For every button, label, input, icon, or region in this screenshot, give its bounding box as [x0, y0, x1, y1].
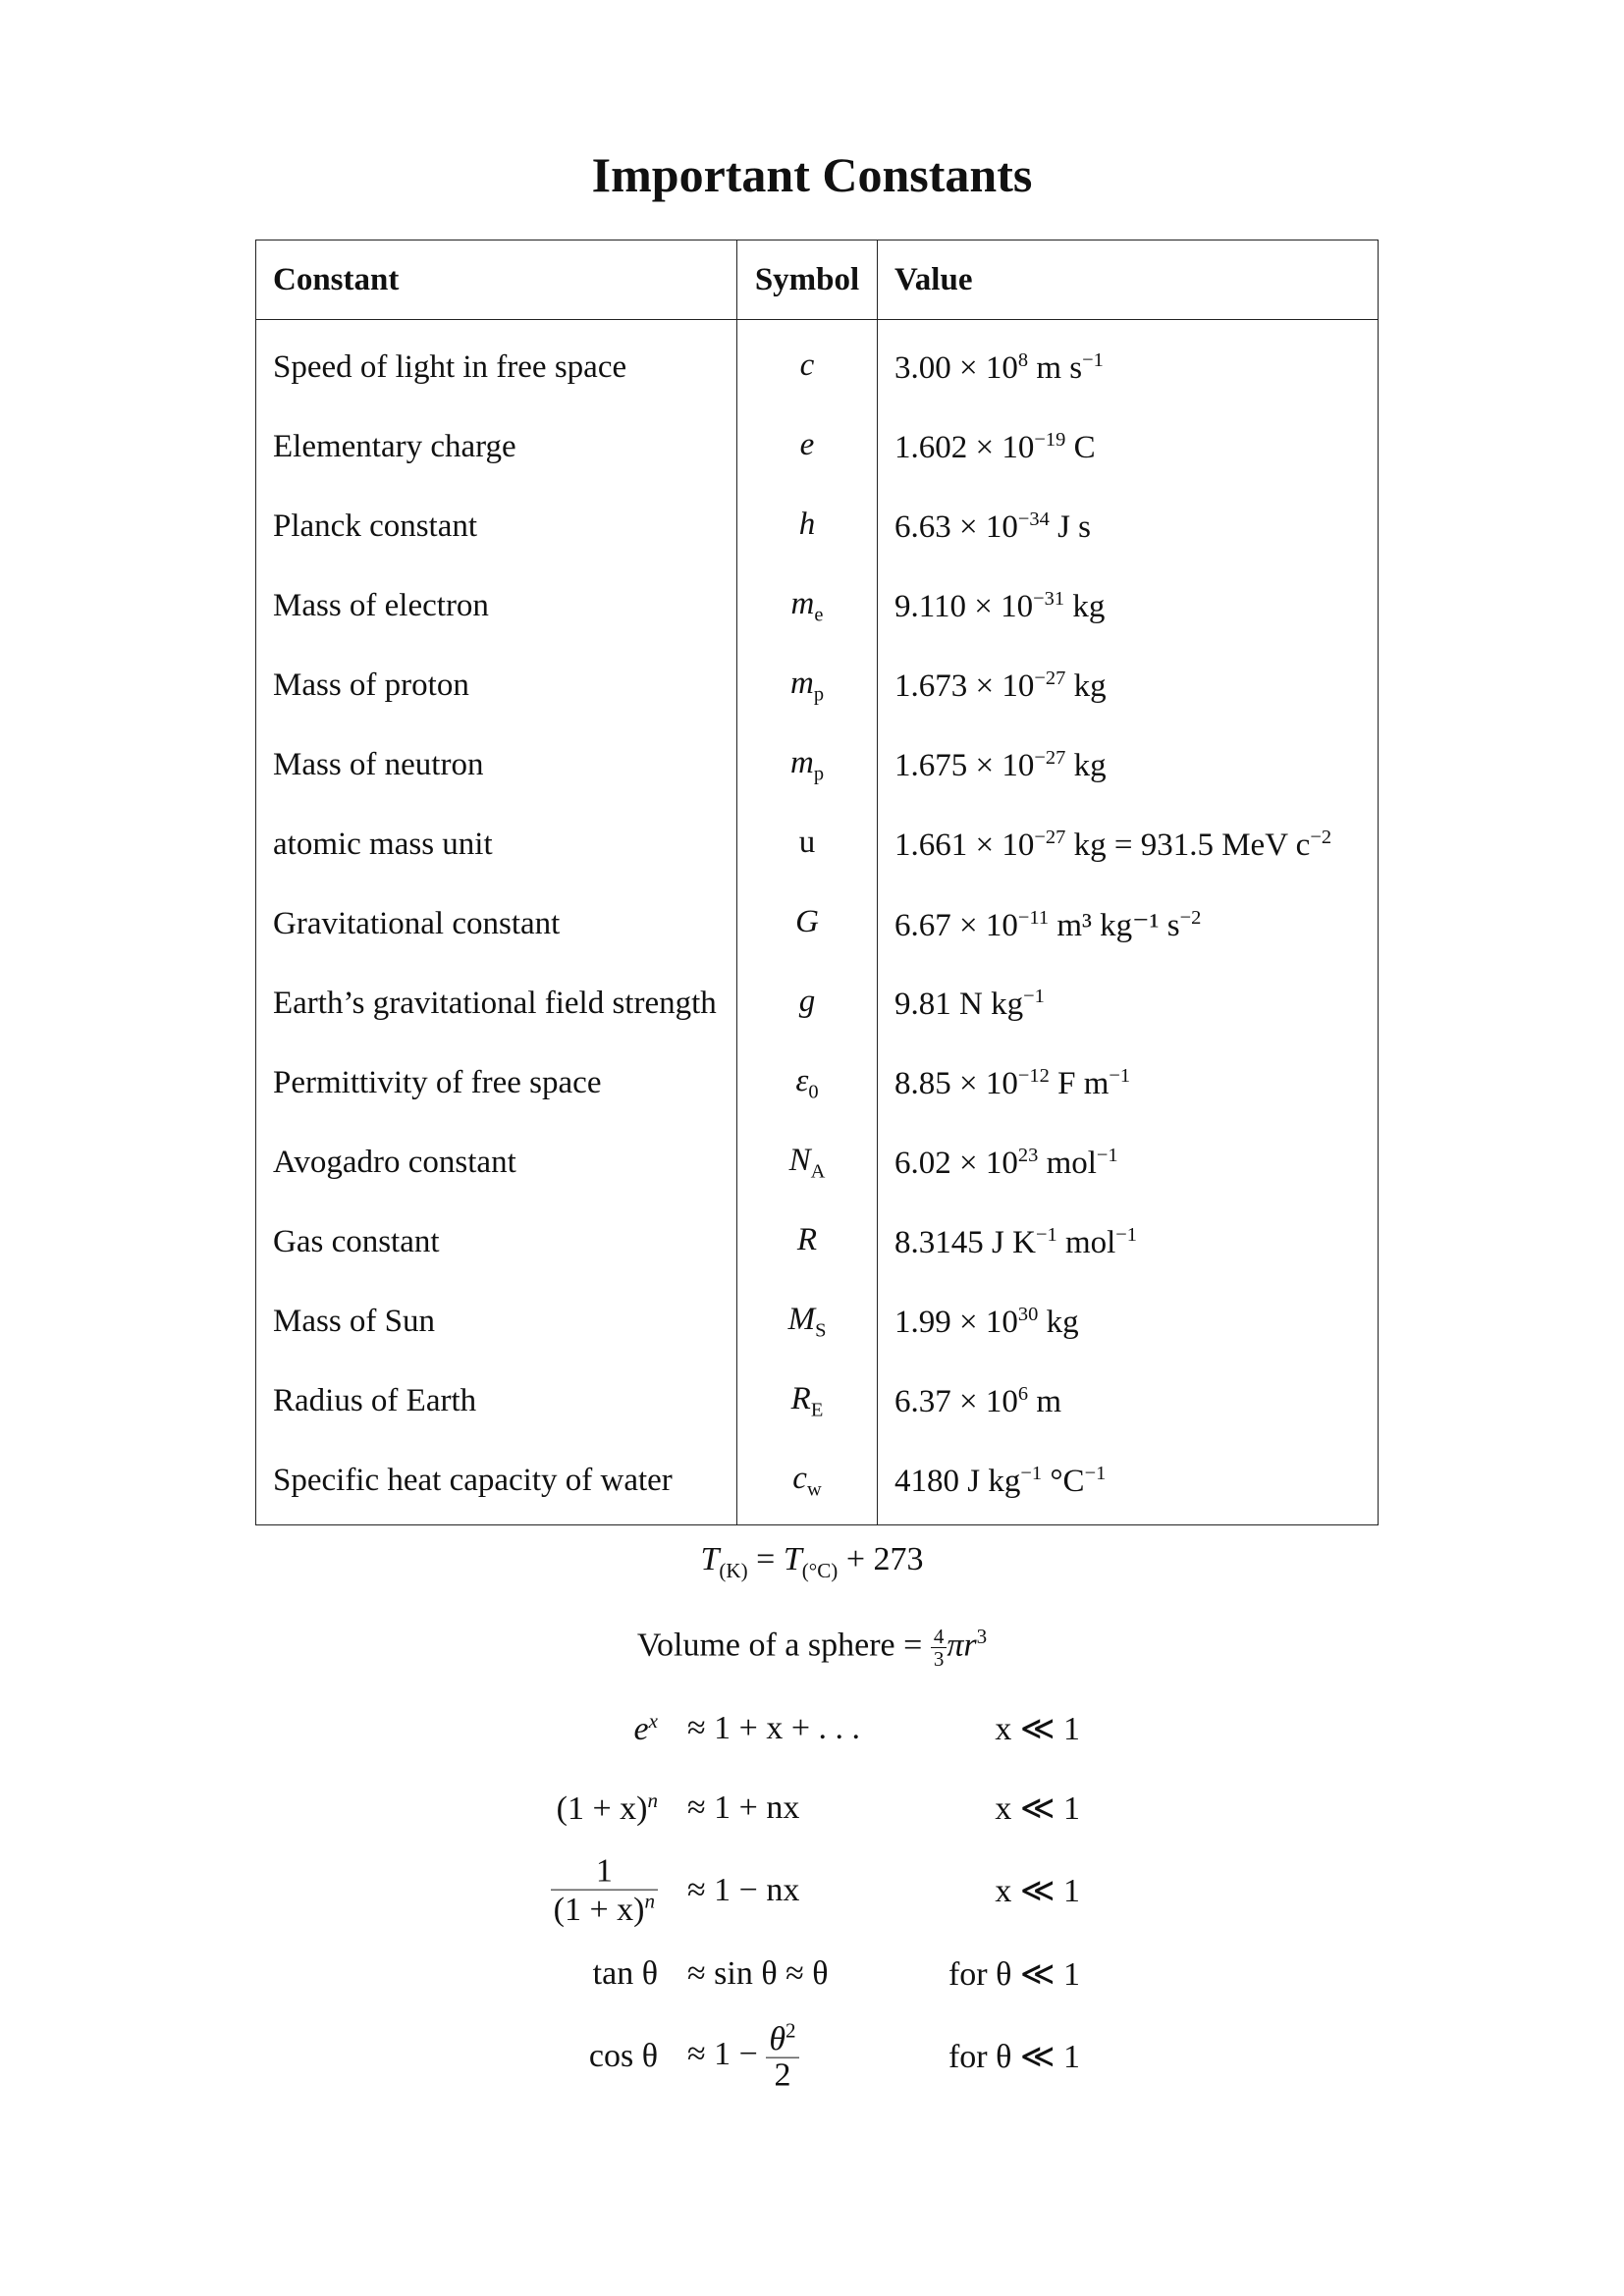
constant-name: Mass of proton — [256, 646, 737, 725]
value-exponent: −1 — [1020, 1462, 1043, 1484]
value-unit: kg — [1065, 747, 1107, 783]
sphere-fraction-numerator: 4 — [931, 1626, 947, 1648]
approx-row-cosine — [491, 2013, 1178, 2100]
temperature-conversion-formula — [0, 1541, 1624, 1583]
temp-kelvin-symbol: T — [700, 1541, 720, 1577]
approx-lhs-denominator — [551, 1890, 658, 1927]
sphere-pi-r: πr — [947, 1627, 977, 1664]
value-unit-exponent: −1 — [1084, 1462, 1107, 1484]
constant-symbol — [737, 1123, 878, 1202]
symbol-base: m — [790, 585, 815, 621]
symbol-subscript: 0 — [808, 1081, 819, 1103]
value-unit: m³ kg⁻¹ s — [1049, 907, 1180, 943]
approx-lhs — [634, 1708, 658, 1747]
approx-lhs-denominator-base: (1 + x) — [553, 1891, 645, 1928]
value-unit-exponent: −2 — [1310, 826, 1332, 848]
temp-celsius-symbol: T — [783, 1541, 802, 1577]
table-row — [256, 725, 1379, 805]
constant-name: Planck constant — [256, 487, 737, 566]
approx-condition: x ≪ 1 — [995, 1710, 1080, 1747]
approx-rhs-numerator — [766, 2020, 798, 2058]
constant-name: Speed of light in free space — [256, 320, 737, 408]
table-header-row — [256, 240, 1379, 320]
value-mantissa: 4180 J kg — [894, 1463, 1021, 1499]
approx-rhs: ≈ 1 + x + . . . — [687, 1709, 861, 1746]
value-mantissa: 9.110 × 10 — [894, 588, 1034, 624]
approx-lhs — [551, 1854, 658, 1928]
approx-lhs: tan θ — [592, 1954, 658, 1992]
constant-value — [878, 320, 1379, 408]
constant-value — [878, 1123, 1379, 1202]
value-mantissa: 1.661 × 10 — [894, 827, 1035, 863]
header-symbol: Symbol — [737, 240, 878, 320]
symbol-subscript: p — [813, 683, 825, 706]
temp-celsius-subscript: (°C) — [801, 1558, 839, 1582]
value-unit: mol — [1056, 1224, 1116, 1260]
temp-equals: = — [747, 1541, 784, 1577]
approx-rhs — [687, 2020, 799, 2094]
approx-lhs-fraction — [551, 1854, 658, 1928]
symbol-base: e — [799, 426, 815, 462]
approx-rhs: ≈ 1 + nx — [687, 1789, 800, 1826]
symbol-base: G — [795, 903, 819, 939]
value-unit-exponent: −1 — [1082, 348, 1104, 371]
sphere-label: Volume of a sphere = — [636, 1627, 931, 1664]
symbol-base: u — [798, 824, 816, 860]
constant-value — [878, 1282, 1379, 1362]
value-unit: mol — [1038, 1145, 1097, 1181]
value-unit: m s — [1028, 349, 1083, 386]
approx-rhs-denominator: 2 — [774, 2056, 791, 2094]
value-unit-exponent: −1 — [1096, 1144, 1118, 1166]
value-exponent: −27 — [1034, 667, 1066, 689]
constant-symbol — [737, 487, 878, 566]
approx-rhs-prefix: ≈ 1 − — [687, 2035, 767, 2072]
constant-value — [878, 964, 1379, 1043]
constant-symbol — [737, 320, 878, 408]
value-mantissa: 6.63 × 10 — [894, 508, 1018, 545]
value-exponent: −1 — [1023, 985, 1045, 1007]
value-unit: kg — [1064, 588, 1106, 624]
constant-symbol — [737, 1441, 878, 1525]
approx-condition: for θ ≪ 1 — [947, 1955, 1080, 1993]
value-unit: kg — [1065, 667, 1107, 704]
value-exponent: −27 — [1034, 826, 1066, 848]
constant-name: Avogadro constant — [256, 1123, 737, 1202]
approx-condition: x ≪ 1 — [995, 1873, 1080, 1909]
value-unit: °C — [1042, 1463, 1085, 1499]
header-constant: Constant — [256, 240, 737, 320]
page-title: Important Constants — [591, 147, 1033, 202]
symbol-base: R — [790, 1380, 811, 1416]
approx-lhs: cos θ — [588, 2038, 658, 2074]
table-row — [256, 964, 1379, 1043]
constant-name: Radius of Earth — [256, 1362, 737, 1441]
constant-value — [878, 1043, 1379, 1123]
symbol-subscript: e — [814, 604, 824, 626]
table-row — [256, 1362, 1379, 1441]
value-mantissa: 8.3145 J K — [894, 1224, 1036, 1260]
value-unit-exponent: −1 — [1115, 1223, 1138, 1246]
symbol-base: R — [796, 1221, 818, 1257]
sphere-exponent: 3 — [976, 1625, 988, 1648]
value-exponent: −34 — [1017, 507, 1050, 530]
approx-lhs-base: (1 + x) — [556, 1789, 648, 1827]
approx-lhs-numerator: 1 — [551, 1854, 658, 1891]
approximations-block — [491, 1688, 1178, 2100]
value-unit: kg = 931.5 MeV c — [1065, 827, 1311, 863]
symbol-base: M — [787, 1301, 816, 1337]
value-mantissa: 8.85 × 10 — [894, 1065, 1018, 1101]
value-exponent: −1 — [1035, 1223, 1057, 1246]
constant-symbol — [737, 646, 878, 725]
table-row — [256, 1441, 1379, 1525]
value-exponent: −27 — [1034, 746, 1066, 769]
approx-row-tangent — [491, 1934, 1178, 2013]
constant-name: Mass of Sun — [256, 1282, 737, 1362]
constant-name: Gas constant — [256, 1202, 737, 1282]
approx-rhs-numerator-base: θ — [769, 2020, 786, 2057]
constant-name: Elementary charge — [256, 407, 737, 487]
constant-value — [878, 566, 1379, 646]
value-mantissa: 6.37 × 10 — [894, 1383, 1018, 1419]
approx-condition: for θ ≪ 1 — [947, 2039, 1080, 2075]
value-unit: kg — [1038, 1304, 1079, 1340]
value-mantissa: 1.675 × 10 — [894, 747, 1035, 783]
approx-lhs-denominator-exponent: n — [644, 1889, 655, 1913]
value-unit-exponent: −1 — [1109, 1064, 1131, 1087]
table-row — [256, 487, 1379, 566]
approx-rhs: ≈ sin θ ≈ θ — [687, 1954, 829, 1992]
table-row — [256, 805, 1379, 884]
table-row — [256, 1202, 1379, 1282]
constant-value — [878, 487, 1379, 566]
constant-symbol — [737, 1043, 878, 1123]
value-unit-exponent: −2 — [1179, 906, 1202, 929]
value-exponent: −12 — [1017, 1064, 1050, 1087]
approx-row-exponential — [491, 1688, 1178, 1768]
constant-symbol — [737, 407, 878, 487]
symbol-subscript: w — [806, 1478, 822, 1501]
approx-lhs-exponent: n — [647, 1788, 658, 1812]
constant-value — [878, 725, 1379, 805]
approx-lhs — [557, 1788, 658, 1827]
constant-symbol — [737, 964, 878, 1043]
approx-lhs-base: e — [633, 1710, 649, 1747]
value-mantissa: 6.67 × 10 — [894, 907, 1018, 943]
constant-value — [878, 1362, 1379, 1441]
constant-value — [878, 884, 1379, 964]
approx-rhs-numerator-exponent: 2 — [785, 2018, 796, 2043]
symbol-base: N — [788, 1142, 811, 1178]
value-mantissa: 6.02 × 10 — [894, 1145, 1018, 1181]
constant-symbol — [737, 884, 878, 964]
constant-value — [878, 1202, 1379, 1282]
symbol-base: m — [789, 744, 814, 780]
constant-value — [878, 805, 1379, 884]
symbol-base: c — [792, 1460, 807, 1496]
symbol-base: m — [789, 665, 814, 701]
approx-row-binomial — [491, 1768, 1178, 1847]
symbol-subscript: p — [813, 763, 825, 785]
approx-rhs-fraction — [766, 2020, 798, 2094]
value-exponent: −31 — [1033, 587, 1065, 610]
value-unit: C — [1065, 429, 1096, 465]
symbol-subscript: S — [815, 1319, 827, 1342]
value-unit: m — [1028, 1383, 1062, 1419]
value-exponent: 30 — [1017, 1303, 1039, 1325]
constant-symbol — [737, 805, 878, 884]
sphere-fraction-denominator: 3 — [933, 1647, 945, 1672]
constant-symbol — [737, 1282, 878, 1362]
constant-symbol — [737, 725, 878, 805]
value-mantissa: 3.00 × 10 — [894, 349, 1018, 386]
constant-value — [878, 1441, 1379, 1525]
value-unit: F m — [1049, 1065, 1110, 1101]
approx-rhs: ≈ 1 − nx — [687, 1872, 800, 1908]
value-mantissa: 1.673 × 10 — [894, 667, 1035, 704]
table-row — [256, 320, 1379, 408]
sphere-volume-formula — [0, 1625, 1624, 1670]
constants-table — [255, 240, 1379, 1525]
value-mantissa: 9.81 N kg — [894, 986, 1024, 1022]
table-row — [256, 407, 1379, 487]
constant-symbol — [737, 1362, 878, 1441]
value-exponent: −11 — [1017, 906, 1050, 929]
table-row — [256, 884, 1379, 964]
constant-name: Mass of electron — [256, 566, 737, 646]
value-exponent: 6 — [1017, 1382, 1029, 1405]
symbol-base: h — [798, 506, 816, 542]
constants-table-body — [256, 320, 1379, 1525]
value-mantissa: 1.602 × 10 — [894, 429, 1035, 465]
value-exponent: 8 — [1017, 348, 1029, 371]
approx-lhs-exponent: x — [648, 1708, 658, 1733]
constant-name: atomic mass unit — [256, 805, 737, 884]
constant-name: Specific heat capacity of water — [256, 1441, 737, 1525]
header-value: Value — [878, 240, 1379, 320]
table-row — [256, 1123, 1379, 1202]
approx-condition: x ≪ 1 — [995, 1789, 1080, 1827]
symbol-base: g — [798, 983, 816, 1019]
table-row — [256, 1043, 1379, 1123]
constant-value — [878, 407, 1379, 487]
sphere-fraction — [931, 1626, 947, 1670]
value-exponent: −19 — [1034, 428, 1066, 451]
constant-value — [878, 646, 1379, 725]
approx-row-reciprocal-binomial — [491, 1847, 1178, 1934]
constant-name: Earth’s gravitational field strength — [256, 964, 737, 1043]
constant-symbol — [737, 566, 878, 646]
value-unit: J s — [1049, 508, 1092, 545]
value-mantissa: 1.99 × 10 — [894, 1304, 1018, 1340]
constant-symbol — [737, 1202, 878, 1282]
value-exponent: 23 — [1017, 1144, 1039, 1166]
temp-offset: + 273 — [838, 1541, 924, 1577]
symbol-subscript: E — [810, 1399, 824, 1421]
symbol-base: ε — [795, 1062, 809, 1098]
table-row — [256, 566, 1379, 646]
table-row — [256, 1282, 1379, 1362]
temp-kelvin-subscript: (K) — [719, 1558, 748, 1582]
table-row — [256, 646, 1379, 725]
constant-name: Gravitational constant — [256, 884, 737, 964]
symbol-base: c — [799, 347, 815, 383]
symbol-subscript: A — [810, 1160, 826, 1183]
constant-name: Mass of neutron — [256, 725, 737, 805]
constant-name: Permittivity of free space — [256, 1043, 737, 1123]
